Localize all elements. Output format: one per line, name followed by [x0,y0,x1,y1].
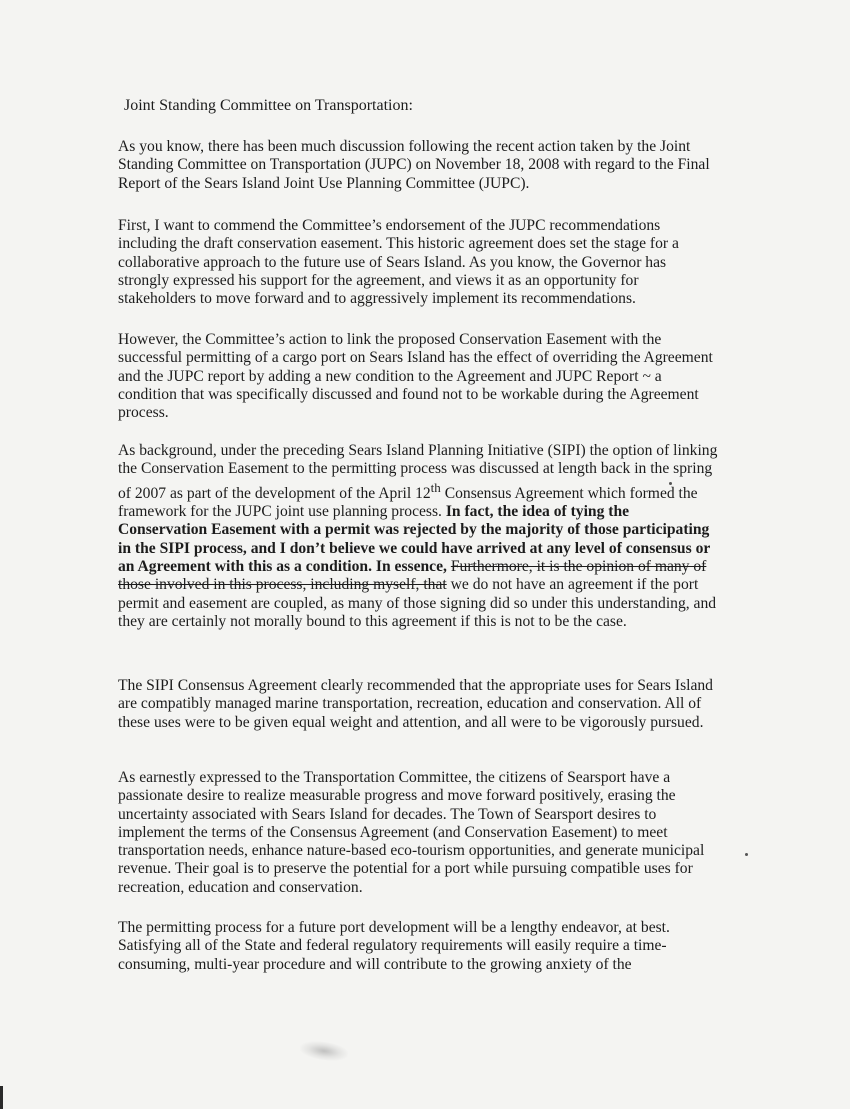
paragraph-text: As background, under the preceding Sears Island Planning Initiative (SIPI) the option of linking the Conservation Easement to the permitting process was discussed at length back in the spring of 2007 as part of the development of the April 12 [118,442,718,502]
paragraph-text: The permitting process for a future port development will be a lengthy endeavor, at best. Satisfying all of the State and federal regulatory requirements will easily require a time-consuming, multi-year procedure and will contribute to the growing anxiety of the [118,919,670,973]
paragraph-permitting-process [118,919,718,974]
paragraph-searsport-citizens [118,769,718,897]
scan-speck [669,482,672,485]
paragraph-background [118,442,718,631]
struck-through-text: Furthermore, it is the opinion of many of those involved in this process, including myself, that [118,557,707,594]
paragraph-text: The SIPI Consensus Agreement clearly recommended that the appropriate uses for Sears Island are compatibly managed marine transportation, recreation, education and conservation. All of these uses were to be given equal weight and attention, and all were to be vigorously pursued. [118,677,713,731]
paragraph-text: As earnestly expressed to the Transportation Committee, the citizens of Searsport have a passionate desire to realize measurable progress and move forward positively, erasing the uncertainty associated with Sears Island for decades. The Town of Searsport desires to implement the terms of the Consensus Agreement (and Conservation Easement) to meet transportation needs, enhance nature-based eco-tourism opportunities, and generate municipal revenue. Their goal is to preserve the potential for a port while pursuing compatible uses for recreation, education and conservation. [118,769,705,896]
paragraph-commendation [118,217,718,308]
scan-edge-mark [0,1086,3,1109]
paragraph-jupc-discussion [118,138,718,193]
scan-smudge [299,1039,349,1064]
paragraph-text: we do not have an agreement if the port permit and easement are coupled, as many of those signing did so under this understanding, and they are certainly not morally bound to this agreement if this is not to be the case. [118,576,717,630]
paragraph-text: Consensus Agreement which formed the framework for the JUPC joint use planning process. [118,484,698,521]
paragraph-sipi-agreement [118,677,718,732]
salutation: Joint Standing Committee on Transportation: [124,97,413,114]
paragraph-linkage-concern [118,331,718,422]
scan-speck [745,853,748,856]
paragraph-text: However, the Committee’s action to link the proposed Conservation Easement with the successful permitting of a cargo port on Sears Island has the effect of overriding the Agreement and the JUPC report by adding a new condition to the Agreement and JUPC Report ~ a condition that was specifically discussed and found not to be workable during the Agreement process. [118,331,713,422]
paragraph-text: As you know, there has been much discussion following the recent action taken by the Joint Standing Committee on Transportation (JUPC) on November 18, 2008 with regard to the Final Report of the Sears Island Joint Use Planning Committee (JUPC). [118,138,710,192]
bold-emphasis-text: In fact, the idea of tying the Conservation Easement with a permit was rejected by the majority of those participating in the SIPI process, and I don’t believe we could have arrived at any level of consensus or an Agreement with this as a condition. In essence, [118,503,710,575]
paragraph-text: First, I want to commend the Committee’s endorsement of the JUPC recommendations including the draft conservation easement. This historic agreement does set the stage for a collaborative approach to the future use of Sears Island. As you know, the Governor has strongly expressed his support for the agreement, and views it as an opportunity for stakeholders to move forward and to aggressively implement its recommendations. [118,217,679,308]
ordinal-superscript: th [430,479,441,495]
